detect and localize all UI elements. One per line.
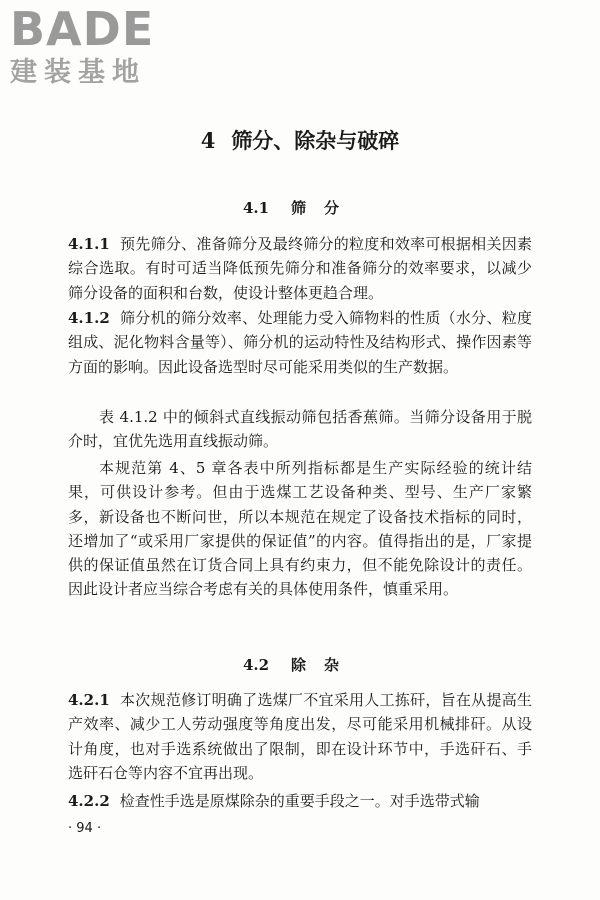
chapter-title xyxy=(0,125,600,155)
clause-number: 4.2.2 xyxy=(68,792,110,810)
paragraph-text: 检查性手选是原煤除杂的重要手段之一。对手选带式输 xyxy=(119,792,480,810)
logo-subtitle: 建装基地 xyxy=(10,57,146,88)
paragraph-text: 本次规范修订明确了选煤厂不宜采用人工拣矸，旨在从提高生产效率、减少工人劳动强度等角度出发，尽可能采用机械排矸。从设计角度，也对手选系统做出了限制，即在设计环节中，手选矸石、手选矸石仓等内容不宜再出现。 xyxy=(68,691,532,782)
page-number: · 94 · xyxy=(68,821,102,836)
chapter-number: 4 xyxy=(200,128,216,153)
clause-number: 4.1.1 xyxy=(68,235,110,253)
section-title-4-1 xyxy=(0,197,600,218)
paragraph-4-1-1 xyxy=(68,232,532,305)
section-number: 4.1 xyxy=(242,199,270,217)
paragraph-4-2-1 xyxy=(68,688,532,785)
chapter-name: 筛分、除杂与破碎 xyxy=(231,128,400,153)
clause-number: 4.1.2 xyxy=(68,309,110,327)
watermark-logo xyxy=(10,4,180,90)
paragraph-4-2-2 xyxy=(68,789,532,813)
clause-number: 4.2.1 xyxy=(68,691,110,709)
section-title-4-2 xyxy=(0,654,600,675)
section-name: 筛分 xyxy=(291,199,358,217)
paragraph-4-1-2-note: 表 4.1.2 中的倾斜式直线振动筛包括香蕉筛。当筛分设备用于脱介时，宜优先选用直线振动筛。 xyxy=(68,408,532,451)
paragraph-4-1-2 xyxy=(68,306,532,379)
section-number: 4.2 xyxy=(242,656,270,674)
logo-word: BADE xyxy=(10,2,155,56)
paragraph-text: 筛分机的筛分效率、处理能力受入筛物料的性质（水分、粒度组成、泥化物料含量等）、筛分机的运动特性及结构形式、操作因素等方面的影响。因此设备选型时尽可能采用类似的生产数据。 xyxy=(68,309,532,376)
paragraph-4-1-2-remark: 本规范第 4、5 章各表中所列指标都是生产实际经验的统计结果，可供设计参考。但由于选煤工艺设备种类、型号、生产厂家繁多，新设备也不断问世，所以本规范在规定了设备技术指标的同时，还增加了“或采用厂家提供的保证值”的内容。值得指出的是，厂家提供的保证值虽然在订货合同上具有约束力，但不能免除设计的责任。因此设计者应当综合考虑有关的具体使用条件，慎重采用。 xyxy=(68,459,532,599)
section-name: 除杂 xyxy=(291,656,358,674)
paragraph-text: 预先筛分、准备筛分及最终筛分的粒度和效率可根据相关因素综合选取。有时可适当降低预先筛分和准备筛分的效率要求，以减少筛分设备的面积和台数，使设计整体更趋合理。 xyxy=(68,235,532,302)
